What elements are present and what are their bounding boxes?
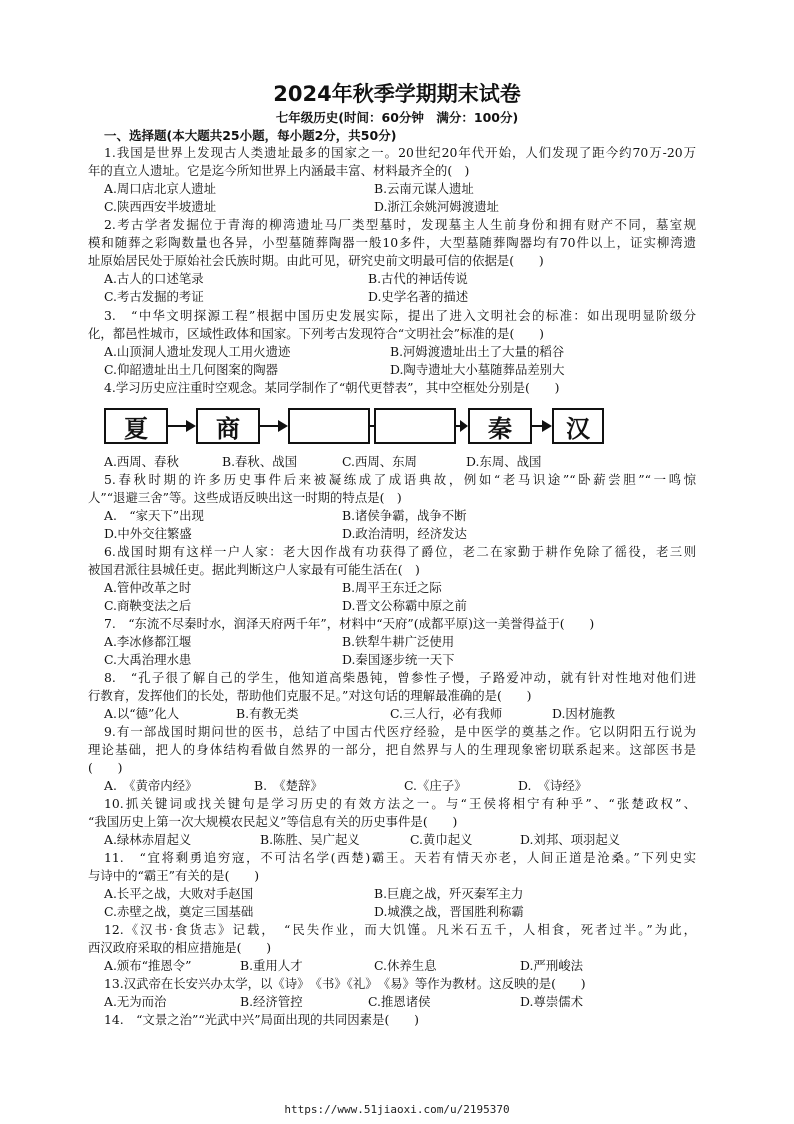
question-7-option-c: C.大禹治理水患 [104, 652, 192, 667]
question-1-option-b: B.云南元谋人遗址 [374, 181, 474, 196]
question-4-option-d: D.东周、战国 [466, 454, 542, 469]
question-13-option-c: C.推恩诸侯 [368, 994, 431, 1009]
question-1-option-d: D.浙江余姚河姆渡遗址 [374, 199, 499, 214]
question-12-line-2: 西汉政府采取的相应措施是( ) [88, 940, 272, 955]
question-6-option-a: A.管仲改革之时 [104, 580, 192, 595]
question-8-line-1: 8. “孔子很了解自己的学生，他知道高柴愚钝，曾参性子慢，子路爱冲动，就有针对性地对他们进 [104, 670, 696, 685]
question-6-option-d: D.晋文公称霸中原之前 [342, 598, 467, 613]
question-10-line-2: “我国历史上第一次大规模农民起义”等信息有关的历史事件是( ) [88, 814, 458, 829]
question-11-option-d: D.城濮之战，晋国胜利称霸 [374, 904, 524, 919]
question-2-option-b: B.古代的神话传说 [368, 271, 468, 286]
question-9-line-3: ( ) [88, 760, 123, 775]
question-8-option-c: C.三人行，必有我师 [390, 706, 503, 721]
dynasty-box-blank-1 [288, 408, 370, 444]
dynasty-box-han: 汉 [552, 408, 604, 444]
question-9-option-c: C.《庄子》 [404, 778, 467, 793]
question-8-option-b: B.有教无类 [236, 706, 299, 721]
question-14-line-1: 14. “文景之治”“光武中兴”局面出现的共同因素是( ) [104, 1012, 419, 1027]
question-11-option-b: B.巨鹿之战，歼灭秦军主力 [374, 886, 524, 901]
question-13-option-d: D.尊崇儒术 [520, 994, 583, 1009]
question-1-option-a: A.周口店北京人遗址 [104, 181, 217, 196]
exam-title: 2024年秋季学期期末试卷 [273, 82, 521, 106]
exam-subtitle: 七年级历史(时间：60分钟 满分：100分) [275, 110, 519, 125]
question-12-option-b: B.重用人才 [240, 958, 303, 973]
question-3-line-2: 化，都邑性城市，区域性政体和国家。下列考古发现符合“文明社会”标准的是( ) [88, 326, 545, 341]
question-4-option-c: C.西周、东周 [342, 454, 417, 469]
question-4-line-1: 4.学习历史应注重时空观念。某同学制作了“朝代更替表”，其中空框处分别是( ) [104, 380, 560, 395]
question-3-line-1: 3. “中华文明探源工程”根据中国历史发展实际，提出了进入文明社会的标准：如出现明显阶级分 [104, 308, 696, 323]
question-4-option-a: A.西周、春秋 [104, 454, 179, 469]
question-13-line-1: 13.汉武帝在长安兴办太学，以《诗》 《书》《礼》 《易》等作为教材。这反映的是( ) [104, 976, 586, 991]
question-12-option-a: A.颁布“推恩令” [104, 958, 192, 973]
question-6-line-2: 被国君派往县城任吏。据此判断这户人家最有可能生活在( ) [88, 562, 420, 577]
question-2-line-1: 2.考古学者发掘位于青海的柳湾遗址马厂类型墓时，发现墓主人生前身份和拥有财产不同，墓室规 [104, 217, 696, 232]
question-2-line-2: 模和随葬之彩陶数量也各异，小型墓随葬陶器一般10多件，大型墓随葬陶器均有70件以上，证实柳湾遗 [88, 235, 696, 250]
question-13-option-b: B.经济管控 [240, 994, 303, 1009]
question-5-line-1: 5.春秋时期的许多历史事件后来被凝练成了成语典故，例如“老马识途”“卧薪尝胆”“一鸣惊 [104, 472, 696, 487]
question-12-line-1: 12.《汉书·食货志》记载， “民失作业，而大饥馑。凡米石五千，人相食，死者过半。”为此， [104, 922, 696, 937]
arrow-right-icon [168, 404, 196, 448]
question-9-option-a: A. 《黄帝内经》 [104, 778, 198, 793]
question-7-option-a: A.李冰修都江堰 [104, 634, 192, 649]
question-12-option-d: D.严刑峻法 [520, 958, 583, 973]
question-3-option-b: B.河姆渡遗址出土了大量的稻谷 [390, 344, 565, 359]
question-2-option-c: C.考古发掘的考证 [104, 289, 204, 304]
dynasty-box-xia: 夏 [104, 408, 168, 444]
question-2-line-3: 址原始居民处于原始社会氏族时期。由此可见，研究史前文明最可信的依据是( ) [88, 253, 544, 268]
question-7-option-b: B.铁犁牛耕广泛使用 [342, 634, 455, 649]
question-3-option-d: D.陶寺遗址大小墓随葬品差别大 [390, 362, 565, 377]
question-6-option-c: C.商鞅变法之后 [104, 598, 192, 613]
footer-url: https://www.51jiaoxi.com/u/2195370 [284, 1103, 510, 1116]
question-12-option-c: C.休养生息 [374, 958, 437, 973]
question-11-option-a: A.长平之战，大败对手赵国 [104, 886, 254, 901]
question-5-option-a: A. “家天下”出现 [104, 508, 204, 523]
question-9-line-1: 9.有一部战国时期问世的医书，总结了中国古代医疗经验，是中医学的奠基之作。它以阴阳五行说为 [104, 724, 696, 739]
question-7-line-1: 7. “东流不尽秦时水，润泽天府两千年”，材料中“天府”(成都平原)这一美誉得益于( ) [104, 616, 595, 631]
question-11-line-2: 与诗中的“霸王”有关的是( ) [88, 868, 260, 883]
question-8-line-2: 行教育，发挥他们的长处，帮助他们克服不足。”对这句话的理解最准确的是( ) [88, 688, 532, 703]
question-5-option-b: B.诸侯争霸，战争不断 [342, 508, 467, 523]
question-5-option-c: D.中外交往繁盛 [104, 526, 192, 541]
question-10-line-1: 10.抓关键词或找关键句是学习历史的有效方法之一。与“王侯将相宁有种乎”、“张楚政权”、 [104, 796, 696, 811]
question-9-option-d: D. 《诗经》 [518, 778, 588, 793]
question-8-option-d: D.因材施教 [552, 706, 615, 721]
question-2-option-a: A.古人的口述笔录 [104, 271, 204, 286]
question-10-option-b: B.陈胜、吴广起义 [260, 832, 360, 847]
arrow-right-icon [260, 404, 288, 448]
dynasty-box-qin: 秦 [468, 408, 532, 444]
dynasty-flowchart [104, 404, 604, 448]
question-1-line-2: 年的直立人遗址。它是迄今所知世界上内涵最丰富、材料最齐全的( ) [88, 163, 470, 178]
question-5-option-d: D.政治清明，经济发达 [342, 526, 467, 541]
question-13-option-a: A.无为而治 [104, 994, 167, 1009]
arrow-right-icon [456, 404, 468, 448]
question-8-option-a: A.以“德”化人 [104, 706, 180, 721]
question-7-option-d: D.秦国逐步统一天下 [342, 652, 455, 667]
dynasty-box-shang: 商 [196, 408, 260, 444]
question-1-option-c: C.陕西西安半坡遗址 [104, 199, 217, 214]
question-3-option-c: C.仰韶遗址出土几何图案的陶器 [104, 362, 279, 377]
question-2-option-d: D.史学名著的描述 [368, 289, 469, 304]
section-heading: 一、选择题(本大题共25小题，每小题2分，共50分) [104, 128, 397, 143]
question-10-option-a: A.绿林赤眉起义 [104, 832, 192, 847]
question-6-option-b: B.周平王东迁之际 [342, 580, 442, 595]
arrow-right-icon [532, 404, 552, 448]
question-10-option-c: C.黄巾起义 [410, 832, 473, 847]
question-6-line-1: 6.战国时期有这样一户人家：老大因作战有功获得了爵位，老二在家勤于耕作免除了徭役，老三则 [104, 544, 696, 559]
question-5-line-2: 人”“退避三舍”等。这些成语反映出这一时期的特点是( ) [88, 490, 402, 505]
question-4-option-b: B.春秋、战国 [222, 454, 297, 469]
question-1-line-1: 1.我国是世界上发现古人类遗址最多的国家之一。20世纪20年代开始，人们发现了距今约70万-20万 [104, 145, 696, 160]
question-9-line-2: 理论基础，把人的身体结构看做自然界的一部分，把自然界与人的生理现象密切联系起来。这部医书是 [88, 742, 696, 757]
dynasty-box-blank-2 [374, 408, 456, 444]
question-10-option-d: D.刘邦、项羽起义 [520, 832, 621, 847]
question-11-line-1: 11. “宜将剩勇追穷寇，不可沽名学(西楚)霸王。天若有情天亦老，人间正道是沧桑。”下列史实 [104, 850, 696, 865]
question-11-option-c: C.赤壁之战，奠定三国基础 [104, 904, 254, 919]
question-9-option-b: B. 《楚辞》 [254, 778, 323, 793]
question-3-option-a: A.山顶洞人遗址发现人工用火遗迹 [104, 344, 291, 359]
